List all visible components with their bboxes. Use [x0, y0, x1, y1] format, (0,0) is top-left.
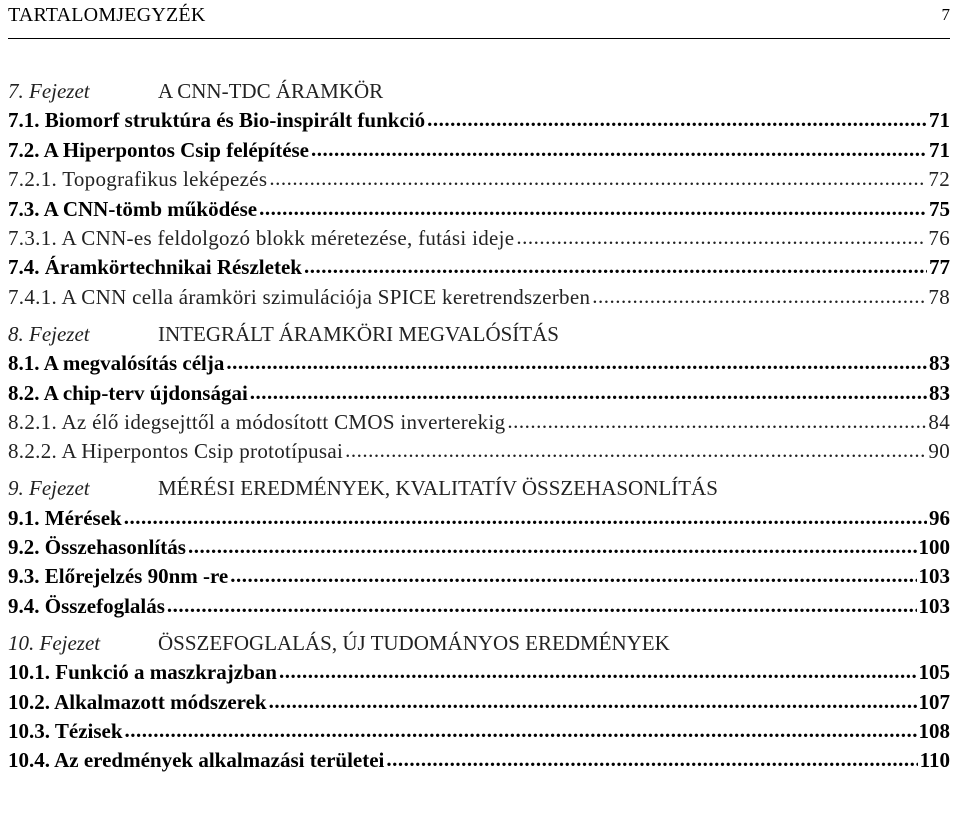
dot-leader	[250, 382, 927, 406]
toc-entry[interactable]	[8, 104, 950, 133]
toc-entry[interactable]	[8, 192, 950, 221]
toc-entry-page: 71	[929, 137, 950, 162]
dot-leader	[226, 352, 927, 376]
dot-leader	[386, 749, 917, 773]
toc-entry-page: 75	[929, 196, 950, 221]
toc-entry[interactable]	[8, 222, 950, 251]
dot-leader	[592, 286, 926, 310]
chapter-number: 9. Fejezet	[8, 476, 90, 501]
dot-leader	[167, 595, 917, 619]
chapter-number: 7. Fejezet	[8, 79, 90, 103]
chapter-title: MÉRÉSI EREDMÉNYEK, KVALITATÍV ÖSSZEHASONLÍTÁS	[158, 476, 718, 501]
page-header	[8, 2, 950, 39]
toc-entry-page: 77	[929, 255, 950, 280]
dot-leader	[311, 139, 927, 163]
toc-entry[interactable]	[8, 685, 950, 714]
chapter-number: 10. Fejezet	[8, 630, 101, 655]
dot-leader	[279, 661, 917, 685]
header-page-number: 7	[941, 5, 950, 24]
toc-entry-label: 7.4.1. A CNN cella áramköri szimulációja SPICE keretrendszerben	[8, 284, 591, 309]
toc-entry-label: 8.1. A megvalósítás célja	[8, 351, 225, 376]
toc-entry[interactable]	[8, 715, 950, 744]
chapter-heading	[8, 316, 950, 347]
toc-entry[interactable]	[8, 531, 950, 560]
toc-entry-page: 83	[929, 351, 950, 376]
chapter-heading	[8, 625, 950, 656]
chapter-title: ÖSSZEFOGLALÁS, ÚJ TUDOMÁNYOS EREDMÉNYEK	[158, 630, 670, 655]
toc-entry[interactable]	[8, 251, 950, 280]
dot-leader	[259, 198, 927, 222]
dot-leader	[304, 256, 927, 280]
toc-entry-page: 90	[928, 439, 950, 464]
toc-entry[interactable]	[8, 376, 950, 405]
chapter-title: A CNN-TDC ÁRAMKÖR	[158, 79, 384, 103]
toc-entry-page: 71	[929, 108, 950, 133]
toc-entry[interactable]	[8, 589, 950, 618]
chapter-heading	[8, 470, 950, 501]
dot-leader	[507, 411, 926, 435]
toc-entry-page: 96	[929, 505, 950, 530]
toc-entry[interactable]	[8, 347, 950, 376]
chapter-number: 8. Fejezet	[8, 321, 90, 346]
toc-entry[interactable]	[8, 560, 950, 589]
toc-entry-page: 100	[918, 535, 950, 560]
toc-entry-label: 9.2. Összehasonlítás	[8, 535, 186, 560]
toc-entry-label: 10.3. Tézisek	[8, 719, 123, 744]
toc-entry-label: 7.2.1. Topografikus leképezés	[8, 167, 268, 192]
dot-leader	[230, 565, 916, 589]
header-title: TARTALOMJEGYZÉK	[8, 4, 206, 26]
toc-entry-label: 7.3.1. A CNN-es feldolgozó blokk méretezése, futási ideje	[8, 225, 515, 250]
toc-entry-label: 7.2. A Hiperpontos Csip felépítése	[8, 137, 310, 162]
toc-entry-label: 9.3. Előrejelzés 90nm -re	[8, 564, 229, 589]
dot-leader	[124, 507, 927, 531]
toc-entry-label: 8.2. A chip-terv újdonságai	[8, 380, 248, 405]
toc-entry[interactable]	[8, 280, 950, 309]
toc-entry-label: 8.2.2. A Hiperpontos Csip prototípusai	[8, 439, 344, 464]
toc-entry-page: 84	[928, 409, 950, 434]
toc-entry-label: 7.1. Biomorf struktúra és Bio-inspirált funkció	[8, 108, 426, 133]
dot-leader	[345, 440, 926, 464]
toc-entry-page: 72	[928, 167, 950, 192]
toc-entry[interactable]	[8, 406, 950, 435]
table-of-contents	[8, 73, 950, 773]
toc-entry-page: 78	[928, 284, 950, 309]
toc-entry-label: 10.4. Az eredmények alkalmazási területei	[8, 748, 385, 773]
toc-entry-page: 110	[919, 748, 950, 773]
dot-leader	[269, 168, 926, 192]
toc-entry-label: 9.4. Összefoglalás	[8, 593, 165, 618]
dot-leader	[516, 227, 926, 251]
toc-entry-label: 10.1. Funkció a maszkrajzban	[8, 660, 277, 685]
toc-entry-label: 9.1. Mérések	[8, 505, 122, 530]
dot-leader	[125, 720, 917, 744]
toc-entry[interactable]	[8, 133, 950, 162]
toc-entry[interactable]	[8, 744, 950, 773]
toc-entry[interactable]	[8, 656, 950, 685]
toc-entry-label: 7.4. Áramkörtechnikai Részletek	[8, 255, 302, 280]
toc-entry-label: 10.2. Alkalmazott módszerek	[8, 689, 267, 714]
toc-entry-page: 107	[918, 689, 950, 714]
chapter-title: INTEGRÁLT ÁRAMKÖRI MEGVALÓSÍTÁS	[158, 321, 559, 346]
chapter-heading	[8, 73, 950, 104]
toc-entry[interactable]	[8, 435, 950, 464]
toc-entry-page: 105	[918, 660, 950, 685]
toc-entry-page: 83	[929, 380, 950, 405]
toc-entry-page: 103	[918, 593, 950, 618]
dot-leader	[188, 536, 917, 560]
toc-entry-label: 8.2.1. Az élő idegsejttől a módosított CMOS inverterekig	[8, 409, 506, 434]
dot-leader	[269, 691, 917, 715]
toc-entry-page: 76	[928, 225, 950, 250]
toc-entry[interactable]	[8, 163, 950, 192]
toc-entry-label: 7.3. A CNN-tömb működése	[8, 196, 258, 221]
toc-entry-page: 103	[918, 564, 950, 589]
dot-leader	[427, 109, 927, 133]
toc-entry-page: 108	[918, 719, 950, 744]
toc-entry[interactable]	[8, 501, 950, 530]
